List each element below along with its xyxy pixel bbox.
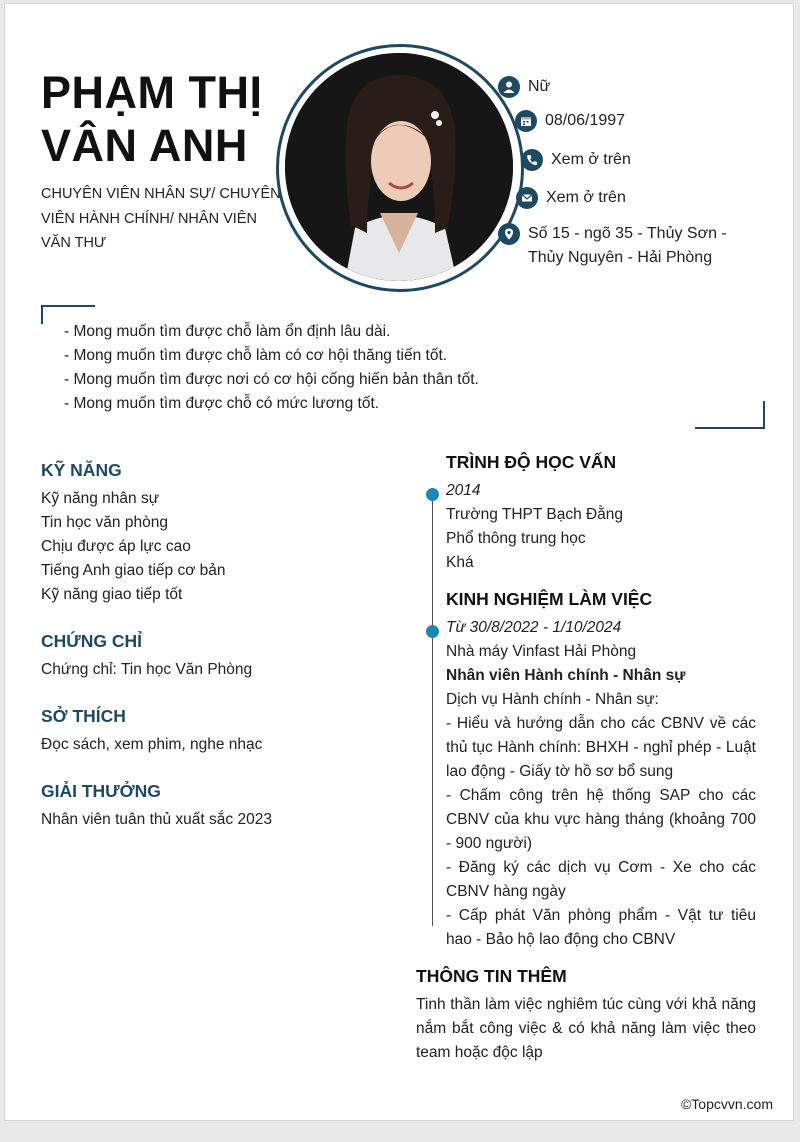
education-level: Phổ thông trung học — [446, 530, 586, 547]
email-icon — [516, 187, 538, 209]
experience-duty: - Đăng ký các dịch vụ Cơm - Xe cho các CBNV hàng ngày — [446, 859, 756, 900]
objective-line: - Mong muốn tìm được chỗ làm có cơ hội thăng tiến tốt. — [64, 347, 448, 364]
experience-duty: - Cấp phát Văn phòng phẩm - Vật tư tiêu hao - Bảo hộ lao động cho CBNV — [446, 907, 756, 948]
objective-corner-bottom — [695, 401, 765, 429]
extra-info-text: Tinh thần làm việc nghiêm túc cùng với khả năng nắm bắt công việc & có khả năng làm việc theo team hoặc độc lập — [416, 996, 756, 1061]
timeline-line — [432, 488, 433, 926]
phone-value: Xem ở trên — [551, 151, 631, 168]
certificates-heading: CHỨNG CHỈ — [41, 631, 143, 651]
objective-list — [64, 320, 479, 416]
phone-icon — [521, 149, 543, 171]
profile-photo — [285, 53, 513, 281]
education-heading: TRÌNH ĐỘ HỌC VẤN — [446, 452, 617, 472]
objective-line: - Mong muốn tìm được nơi có cơ hội cống hiến bản thân tốt. — [64, 371, 479, 388]
experience-duty: - Hiểu và hướng dẫn cho các CBNV về các thủ tục Hành chính: BHXH - nghỉ phép - Luật lao động - Giấy tờ hồ sơ bổ sung — [446, 715, 756, 780]
objective-line: - Mong muốn tìm được chỗ làm ổn định lâu dài. — [64, 323, 391, 340]
certificate-item: Chứng chỉ: Tin học Văn Phòng — [41, 661, 253, 678]
award-item: Nhân viên tuân thủ xuất sắc 2023 — [41, 811, 272, 828]
candidate-name — [41, 66, 263, 172]
cv-page — [4, 3, 794, 1121]
skill-item: Kỹ năng giao tiếp tốt — [41, 586, 183, 603]
calendar-icon — [515, 110, 537, 132]
job-title: CHUYÊN VIÊN NHÂN SỰ/ CHUYÊN VIÊN HÀNH CHÍNH/ NHÂN VIÊN VĂN THƯ — [41, 186, 281, 251]
extra-info-heading: THÔNG TIN THÊM — [416, 966, 567, 986]
skills-heading: KỸ NĂNG — [41, 460, 122, 480]
email-value: Xem ở trên — [546, 189, 626, 206]
footer-brand: ©Topcvvn.com — [680, 1096, 773, 1112]
skill-item: Tin học văn phòng — [41, 514, 168, 531]
user-icon — [498, 76, 520, 98]
experience-service: Dịch vụ Hành chính - Nhân sự: — [446, 691, 659, 708]
skill-item: Chịu được áp lực cao — [41, 538, 191, 555]
experience-duty: - Chấm công trên hệ thống SAP cho các CBNV của khu vực hàng tháng (khoảng 700 - 900 người) — [446, 787, 756, 852]
objective-line: - Mong muốn tìm được chỗ có mức lương tốt. — [64, 395, 380, 412]
name-line-1: PHẠM THỊ — [41, 67, 263, 118]
education-year: 2014 — [446, 482, 481, 499]
timeline-dot-education — [426, 488, 439, 501]
timeline-dot-experience — [426, 625, 439, 638]
skills-list — [41, 487, 226, 607]
hobby-item: Đọc sách, xem phim, nghe nhạc — [41, 736, 263, 753]
experience-entry — [446, 616, 756, 952]
experience-period: Từ 30/8/2022 - 1/10/2024 — [446, 619, 622, 636]
hobbies-heading: SỞ THÍCH — [41, 706, 126, 726]
education-school: Trường THPT Bạch Đằng — [446, 506, 624, 523]
education-entry — [446, 479, 623, 575]
location-pin-icon — [498, 223, 520, 245]
experience-heading: KINH NGHIỆM LÀM VIỆC — [446, 589, 653, 609]
awards-heading: GIẢI THƯỞNG — [41, 781, 161, 801]
education-grade: Khá — [446, 554, 474, 571]
skill-item: Tiếng Anh giao tiếp cơ bản — [41, 562, 226, 579]
experience-position: Nhân viên Hành chính - Nhân sự — [446, 667, 686, 684]
experience-company: Nhà máy Vinfast Hải Phòng — [446, 643, 637, 660]
skill-item: Kỹ năng nhân sự — [41, 490, 160, 507]
address-value: Số 15 - ngõ 35 - Thủy Sơn - Thủy Nguyên - Hải Phòng — [528, 225, 727, 266]
gender-value: Nữ — [528, 78, 551, 95]
birthday-value: 08/06/1997 — [545, 112, 626, 129]
name-line-2: VÂN ANH — [41, 120, 248, 171]
